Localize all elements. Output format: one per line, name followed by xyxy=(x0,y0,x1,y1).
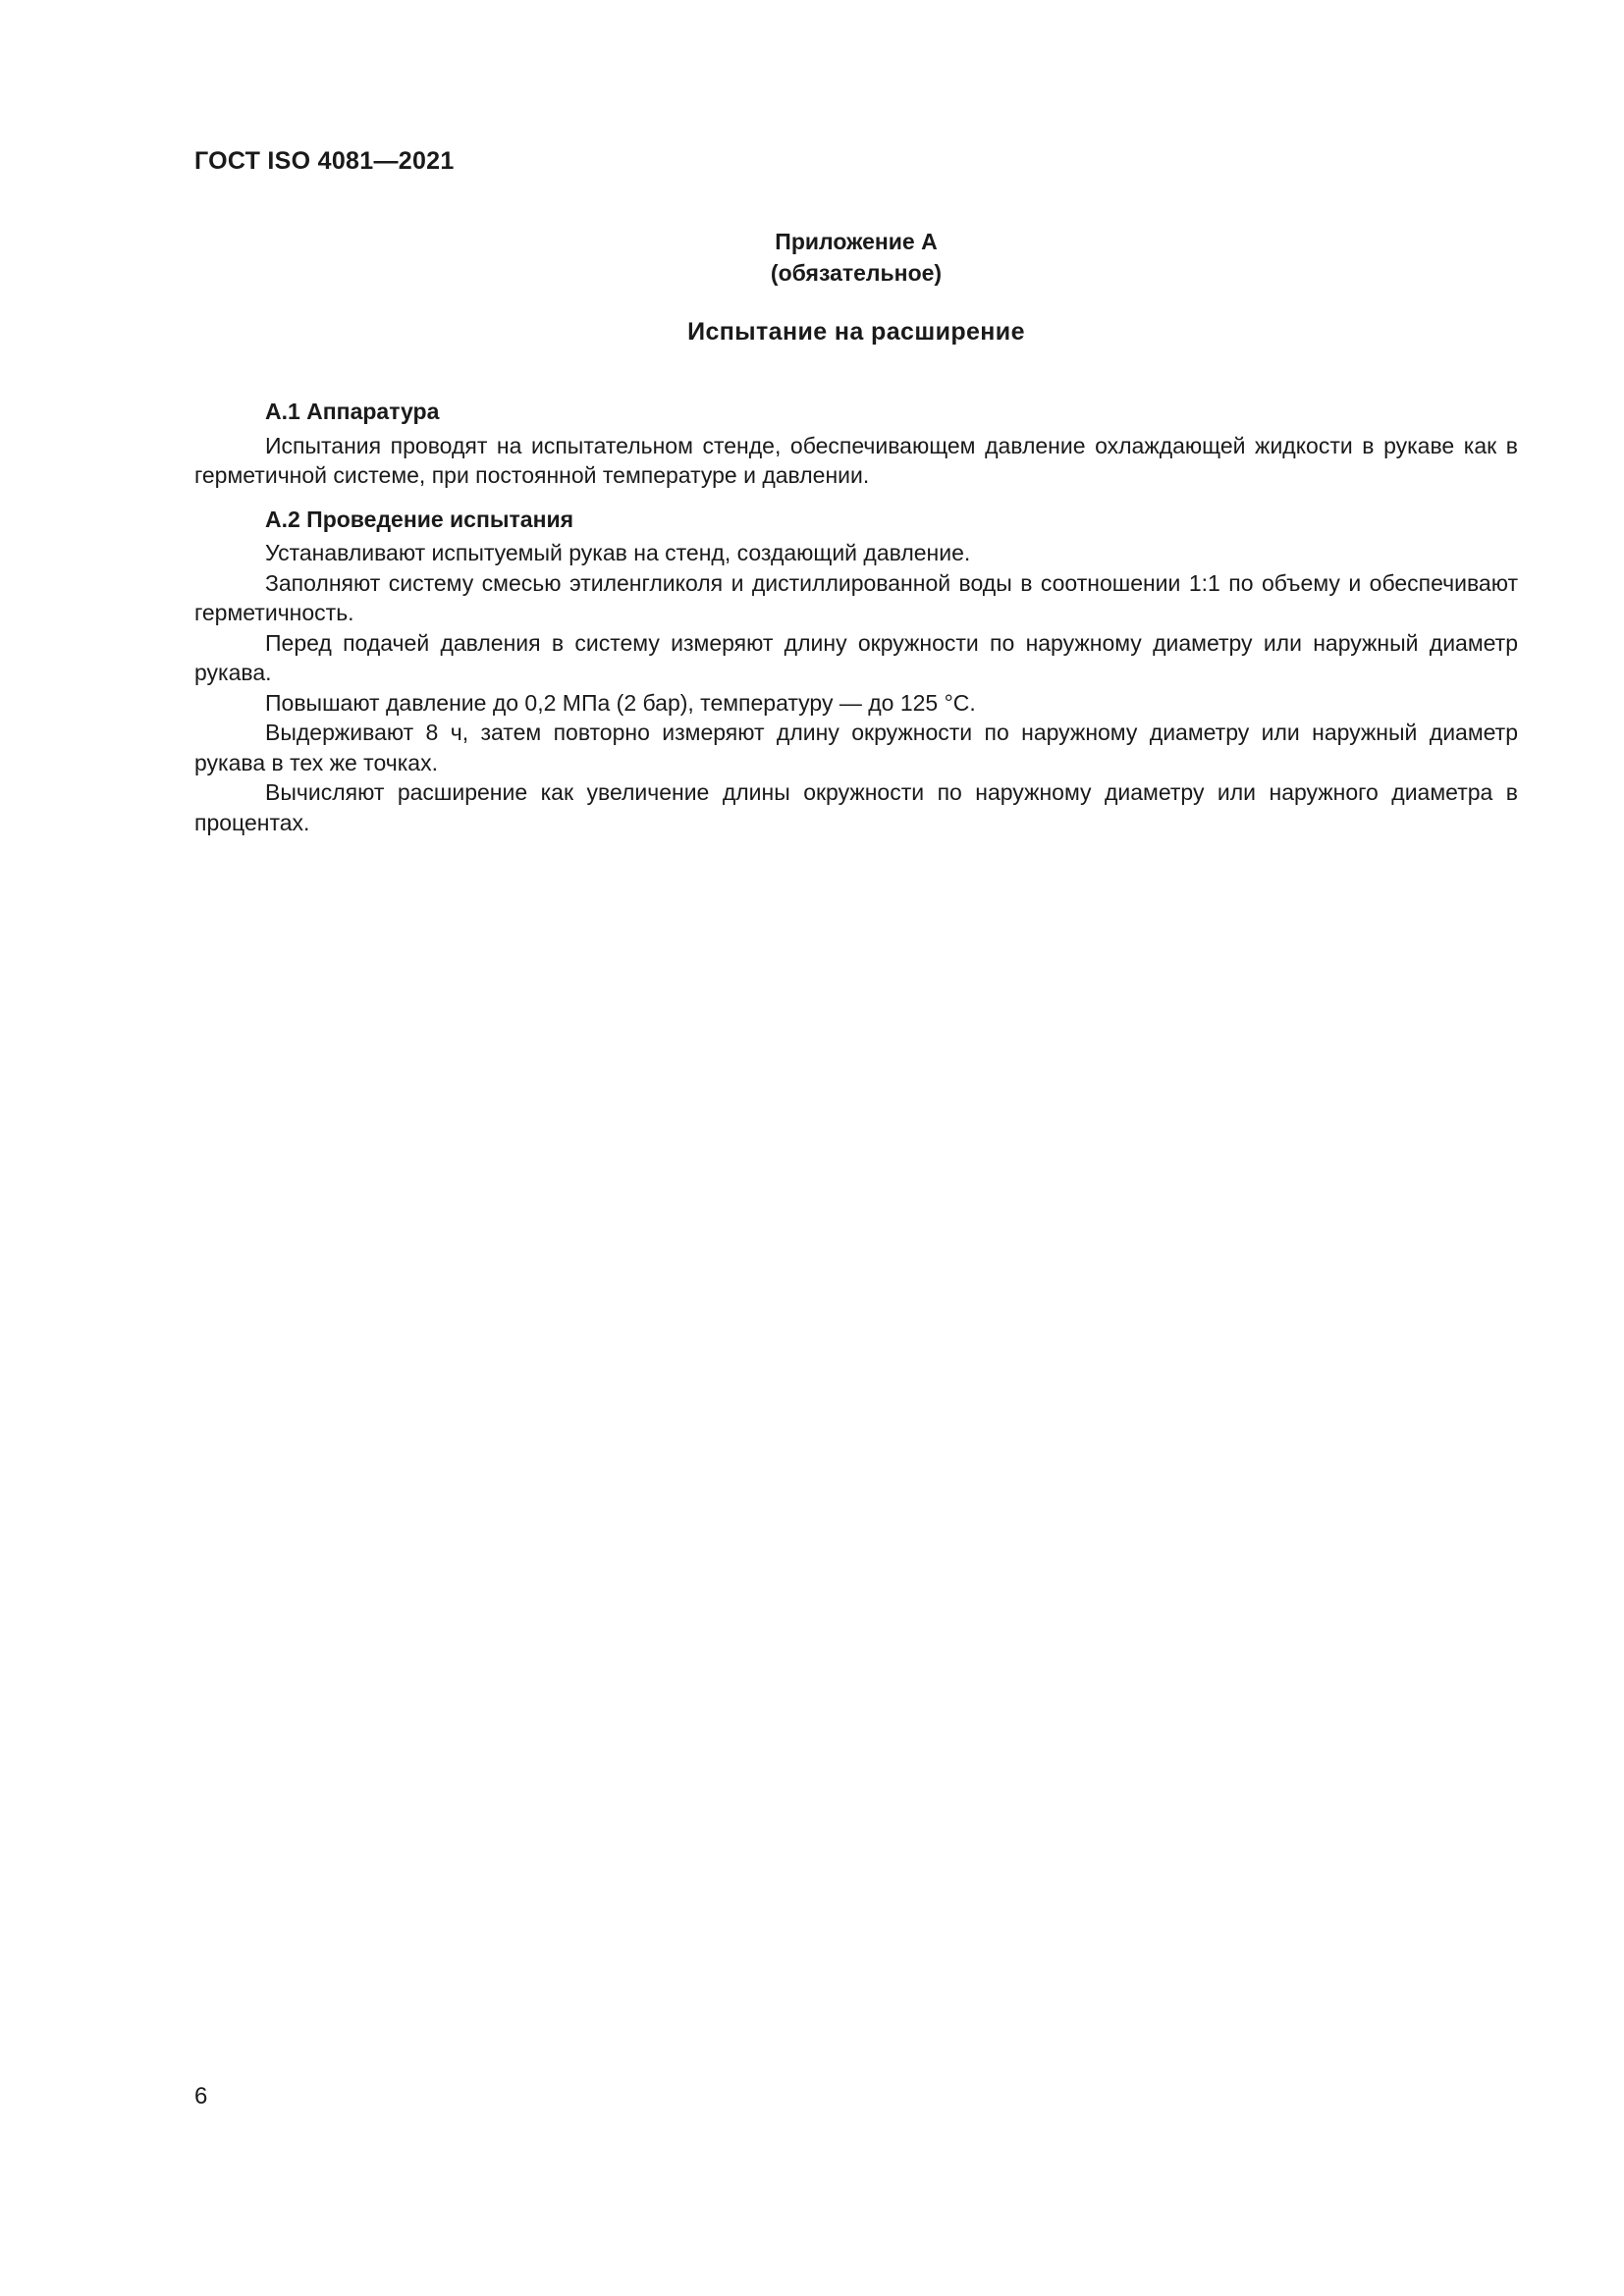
document-code: ГОСТ ISO 4081—2021 xyxy=(194,147,455,175)
paragraph: Заполняют систему смесью этиленгликоля и дистиллированной воды в соотношении 1:1 по объему и обеспечивают герметичность. xyxy=(194,569,1518,625)
paragraph: Перед подачей давления в систему измеряют длину окружности по наружному диаметру или наружный диаметр рукава. xyxy=(194,629,1518,685)
appendix-label: Приложение А xyxy=(775,229,938,254)
paragraph: Испытания проводят на испытательном стенде, обеспечивающем давление охлаждающей жидкости в рукаве как в герметичной системе, при постоянной температуре и давлении. xyxy=(194,432,1518,488)
section-heading-a2: А.2 Проведение испытания xyxy=(265,506,574,532)
appendix-label-block xyxy=(194,226,1518,289)
paragraph: Устанавливают испытуемый рукав на стенд, создающий давление. xyxy=(265,540,971,565)
section-heading-a1: А.1 Аппаратура xyxy=(265,399,440,424)
appendix-title: Испытание на расширение xyxy=(687,318,1025,346)
paragraph: Вычисляют расширение как увеличение длины окружности по наружному диаметру или наружного диаметра в процентах. xyxy=(194,779,1518,835)
paragraph: Повышают давление до 0,2 МПа (2 бар), температуру — до 125 °С. xyxy=(265,689,976,716)
appendix-status: (обязательное) xyxy=(770,260,943,286)
page-number: 6 xyxy=(194,2083,208,2109)
paragraph: Выдерживают 8 ч, затем повторно измеряют длину окружности по наружному диаметру или наружный диаметр рукава в тех же точках. xyxy=(194,720,1518,775)
document-body xyxy=(194,397,1518,837)
